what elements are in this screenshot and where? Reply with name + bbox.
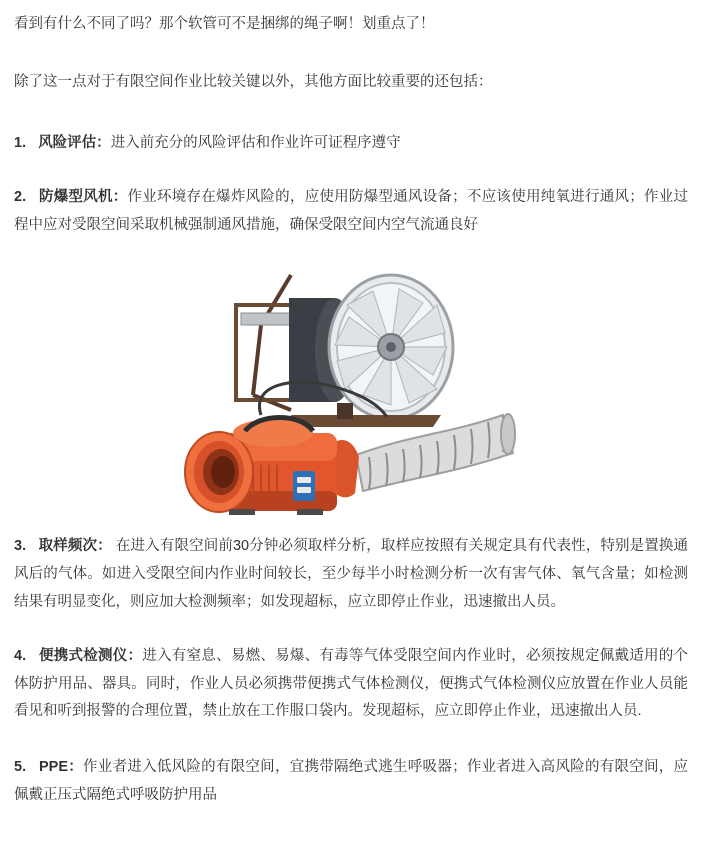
ventilation-fan-figure bbox=[14, 265, 688, 515]
item-number: 2. bbox=[14, 188, 27, 205]
item-term: PPE： bbox=[38, 759, 84, 776]
ventilation-fan-image bbox=[141, 265, 561, 515]
item-text: 进入前充分的风险评估和作业许可证程序遵守 bbox=[110, 134, 401, 151]
item-term: 防爆型风机： bbox=[38, 188, 128, 205]
intro-paragraph: 除了这一点对于有限空间作业比较关键以外，其他方面比较重要的还包括： bbox=[14, 74, 493, 91]
item-number: 4. bbox=[14, 647, 27, 664]
list-item bbox=[14, 533, 688, 616]
item-text: 作业环境存在爆炸风险的，应使用防爆型通风设备；不应该使用纯氧进行通风；作业过程中应对受限空间采取机械强制通风措施，确保受限空间内空气流通良好 bbox=[14, 188, 689, 234]
list-item bbox=[14, 754, 688, 810]
item-text: 作业者进入低风险的有限空间，宜携带隔绝式逃生呼吸器；作业者进入高风险的有限空间，应佩戴正压式隔绝式呼吸防护用品 bbox=[14, 759, 689, 804]
item-text: 在进入有限空间前30分钟必须取样分析，取样应按照有关规定具有代表性，特别是置换通风后的气体。如进入受限空间内作业时间较长，至少每半小时检测分析一次有害气体、氧气含量；如检测结果有明显变化，则应加大检测频率；如发现超标，应立即停止作业，迅速撤出人员。 bbox=[14, 538, 689, 610]
item-number: 5. bbox=[14, 759, 27, 776]
item-term: 风险评估： bbox=[38, 134, 111, 151]
item-term: 便携式检测仪： bbox=[38, 647, 143, 664]
lead-paragraph: 看到有什么不同了吗？那个软管可不是捆绑的绳子啊！划重点了！ bbox=[14, 16, 435, 32]
list-item bbox=[14, 643, 688, 726]
item-term: 取样频次： bbox=[38, 538, 112, 555]
item-number: 1. bbox=[14, 134, 27, 151]
item-text: 进入有窒息、易燃、易爆、有毒等气体受限空间内作业时，必须按规定佩戴适用的个体防护用品、器具。同时，作业人员必须携带便携式气体检测仪，便携式气体检测仪应放置在作业人员能看见和听到报警的合理位置，禁止放在工作服口袋内。发现超标，应立即停止作业，迅速撤出人员. bbox=[14, 647, 689, 720]
list-item bbox=[14, 183, 688, 240]
list-item bbox=[14, 129, 688, 157]
item-number: 3. bbox=[14, 538, 27, 555]
